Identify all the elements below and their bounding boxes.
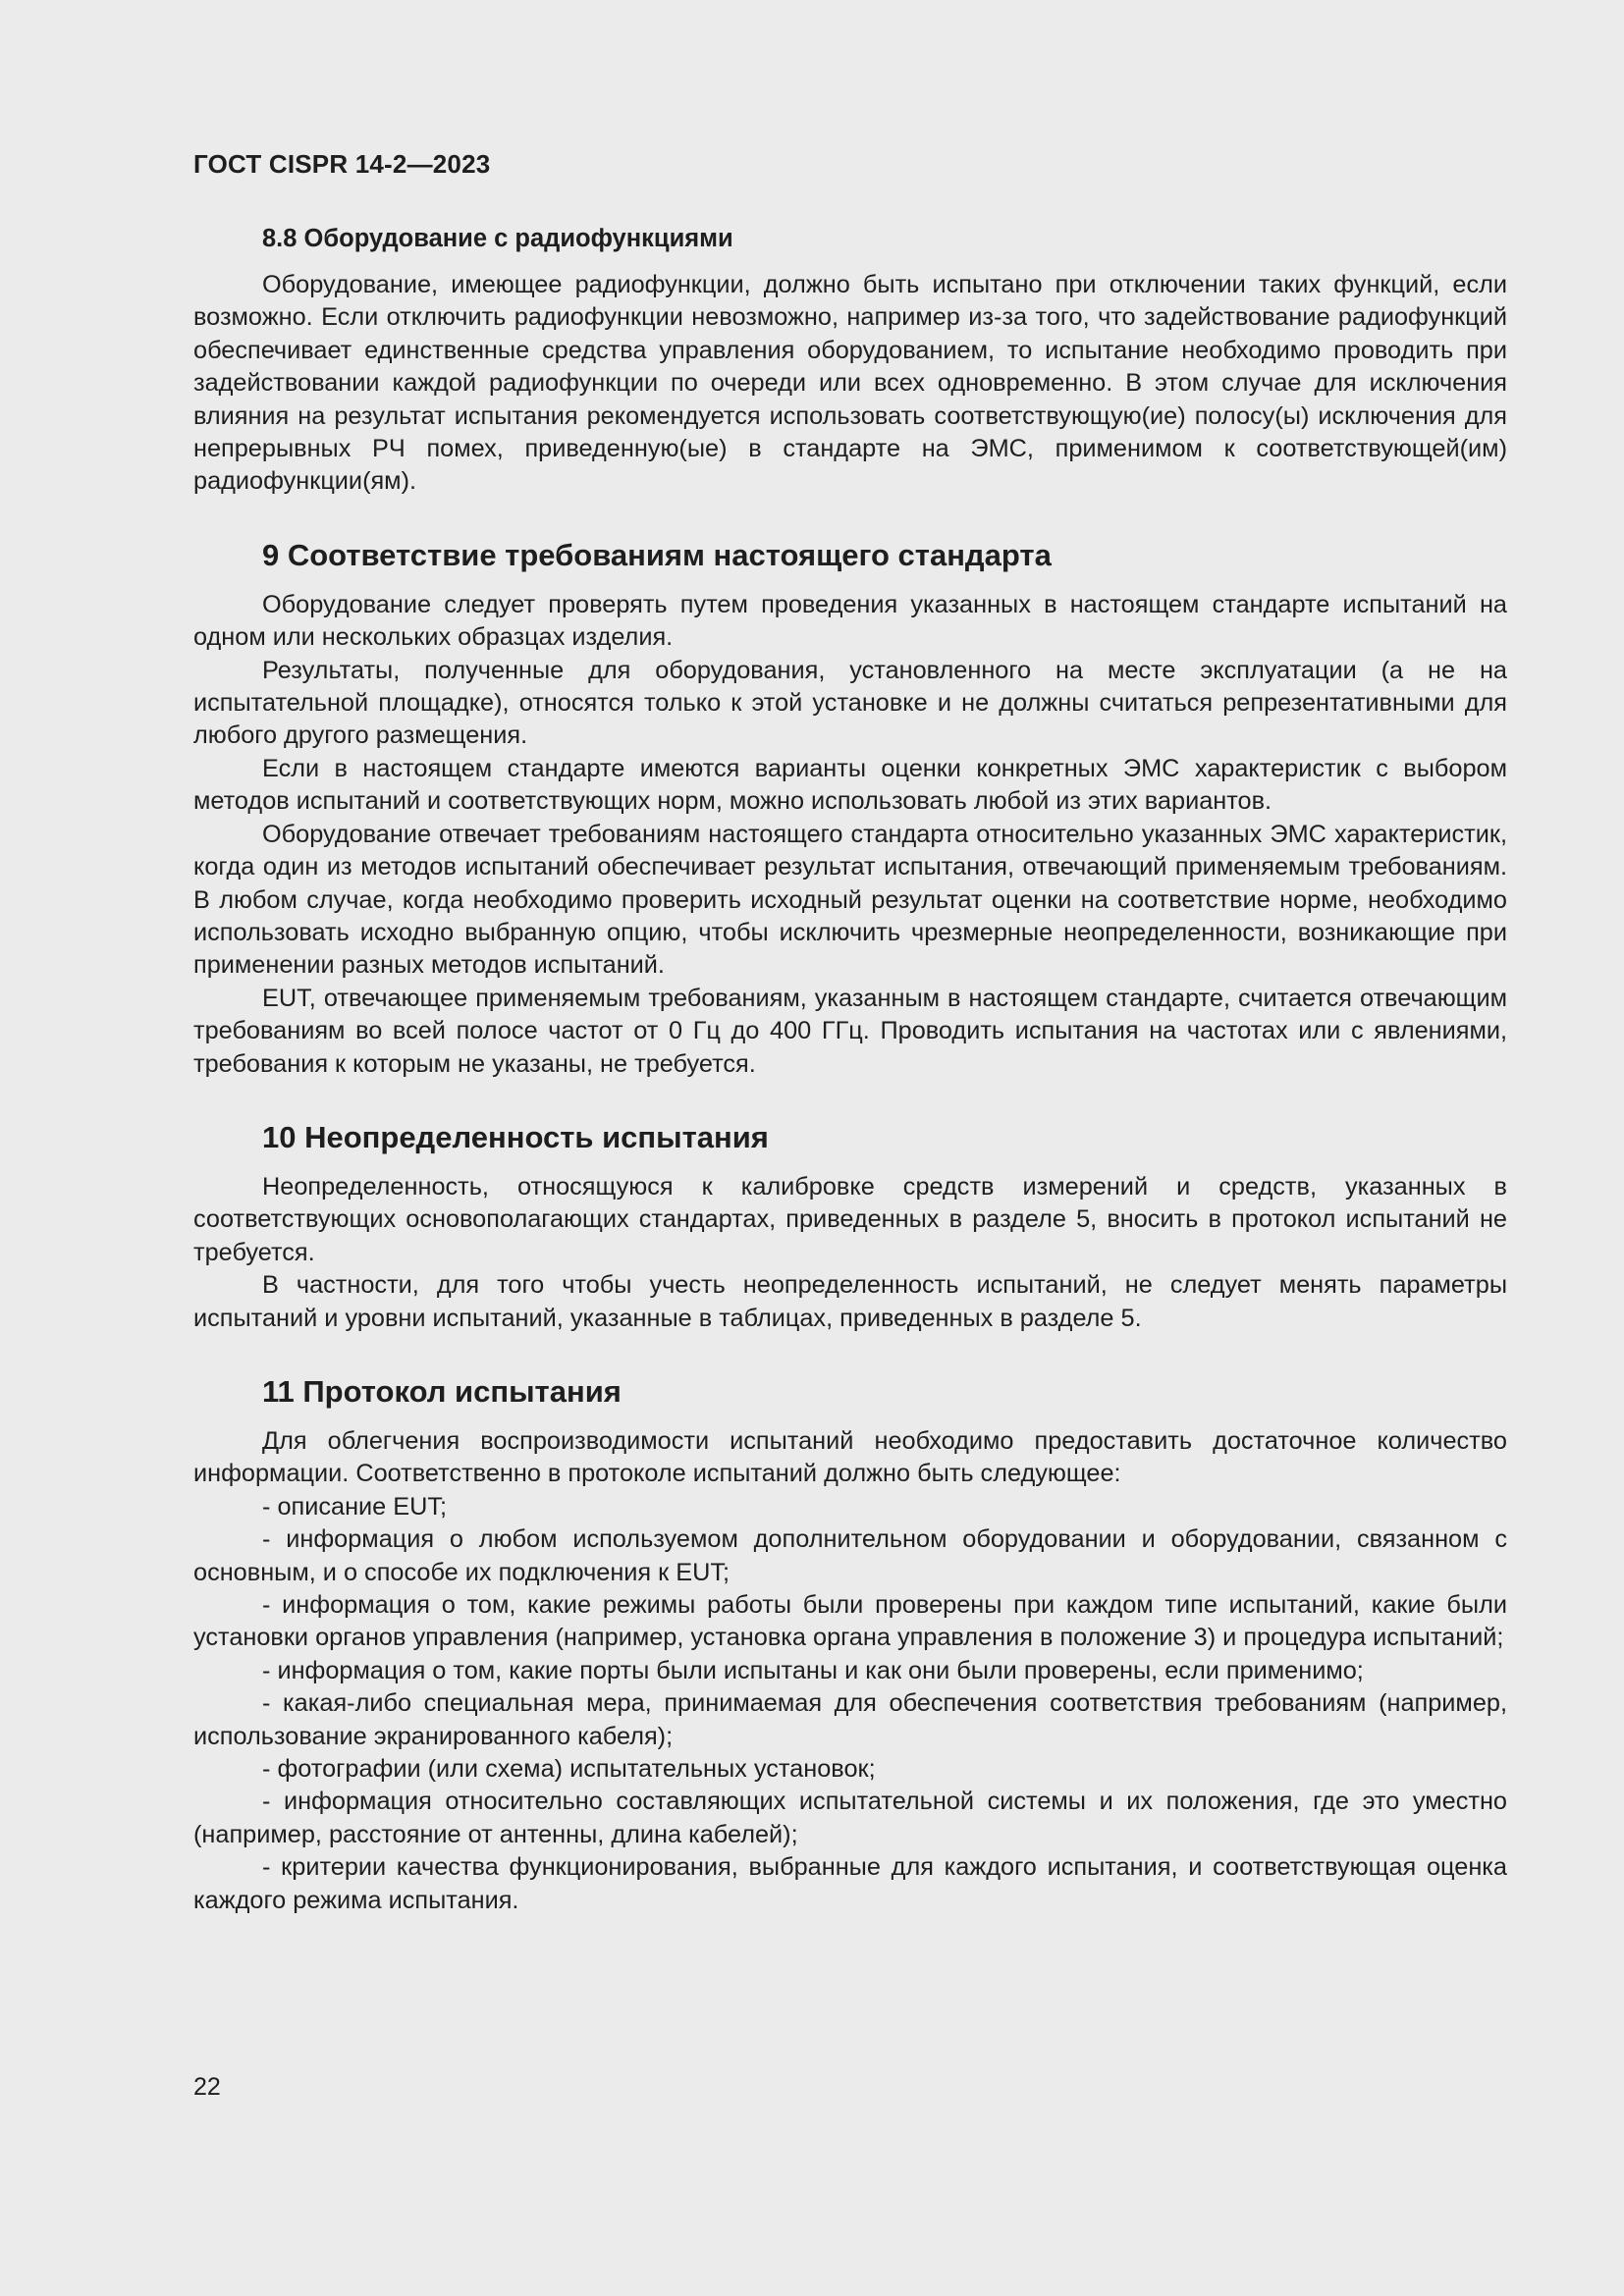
paragraph: Неопределенность, относящуюся к калибровке средств измерений и средств, указанных в соответствующих основополагающих стандартах, приведенных в разделе 5, вносить в протокол испытаний не требуется. [193, 1172, 1507, 1266]
document-header: ГОСТ CISPR 14-2—2023 [193, 149, 491, 179]
paragraph: EUT, отвечающее применяемым требованиям, указанным в настоящем стандарте, считается отвечающим требованиям во всей полосе частот от 0 Гц до 400 ГГц. Проводить испытания на частотах или с явлениями, требования к которым не указаны, не требуется. [193, 984, 1507, 1078]
paragraph: Для облегчения воспроизводимости испытаний необходимо предоставить достаточное количество информации. Соответственно в протоколе испытаний должно быть следующее: [193, 1426, 1507, 1488]
list-item: - критерии качества функционирования, выбранные для каждого испытания, и соответствующая оценка каждого режима испытания. [193, 1853, 1507, 1914]
page-number: 22 [193, 2073, 221, 2101]
document-body [193, 222, 1507, 1917]
paragraph: В частности, для того чтобы учесть неопределенность испытаний, не следует менять параметры испытаний и уровни испытаний, указанные в таблицах, приведенных в разделе 5. [193, 1271, 1507, 1332]
list-item: - описание EUT; [262, 1492, 448, 1521]
paragraph: Результаты, полученные для оборудования, установленного на месте эксплуатации (а не на испытательной площадке), относятся только к этой установке и не должны считаться репрезентативными для любого другого размещения. [193, 656, 1507, 750]
list-item: - какая-либо специальная мера, принимаемая для обеспечения соответствия требованиям (например, использование экранированного кабеля); [193, 1689, 1507, 1750]
list-item: - информация о том, какие режимы работы были проверены при каждом типе испытаний, какие были установки органов управления (например, установка органа управления в положение 3) и процедура испытаний; [193, 1591, 1507, 1652]
list-item: - информация относительно составляющих испытательной системы и их положения, где это уместно (например, расстояние от антенны, длина кабелей); [193, 1788, 1507, 1848]
subsection-heading-8-8: 8.8 Оборудование с радиофункциями [262, 225, 733, 252]
section-heading-11: 11 Протокол испытания [262, 1373, 622, 1409]
paragraph: Оборудование следует проверять путем проведения указанных в настоящем стандарте испытаний на одном или нескольких образцах изделия. [193, 590, 1507, 652]
paragraph: Если в настоящем стандарте имеются варианты оценки конкретных ЭМС характеристик с выбором методов испытаний и соответствующих норм, можно использовать любой из этих вариантов. [193, 754, 1507, 816]
section-heading-10: 10 Неопределенность испытания [262, 1119, 769, 1154]
section-heading-9: 9 Соответствие требованиям настоящего стандарта [262, 537, 1052, 572]
list-item: - фотографии (или схема) испытательных установок; [262, 1755, 876, 1784]
list-item: - информация о том, какие порты были испытаны и как они были проверены, если применимо; [262, 1656, 1364, 1684]
paragraph: Оборудование отвечает требованиям настоящего стандарта относительно указанных ЭМС характеристик, когда один из методов испытаний обеспечивает результат испытания, отвечающий применяемым требованиям. В любом случае, когда необходимо проверить исходный результат оценки на соответствие норме, необходимо использовать исходно выбранную опцию, чтобы исключить чрезмерные неопределенности, возникающие при применении разных методов испытаний. [193, 820, 1507, 980]
paragraph: Оборудование, имеющее радиофункции, должно быть испытано при отключении таких функций, если возможно. Если отключить радиофункции невозможно, например из-за того, что задействование радиофункций обеспечивает единственные средства управления оборудованием, то испытание необходимо проводить при задействовании каждой радиофункции по очереди или всех одновременно. В этом случае для исключения влияния на результат испытания рекомендуется использовать соответствующую(ие) полосу(ы) исключения для непрерывных РЧ помех, приведенную(ые) в стандарте на ЭМС, применимом к соответствующей(им) радиофункции(ям). [193, 271, 1507, 496]
list-item: - информация о любом используемом дополнительном оборудовании и оборудовании, связанном с основным, и о способе их подключения к EUT; [193, 1525, 1507, 1586]
